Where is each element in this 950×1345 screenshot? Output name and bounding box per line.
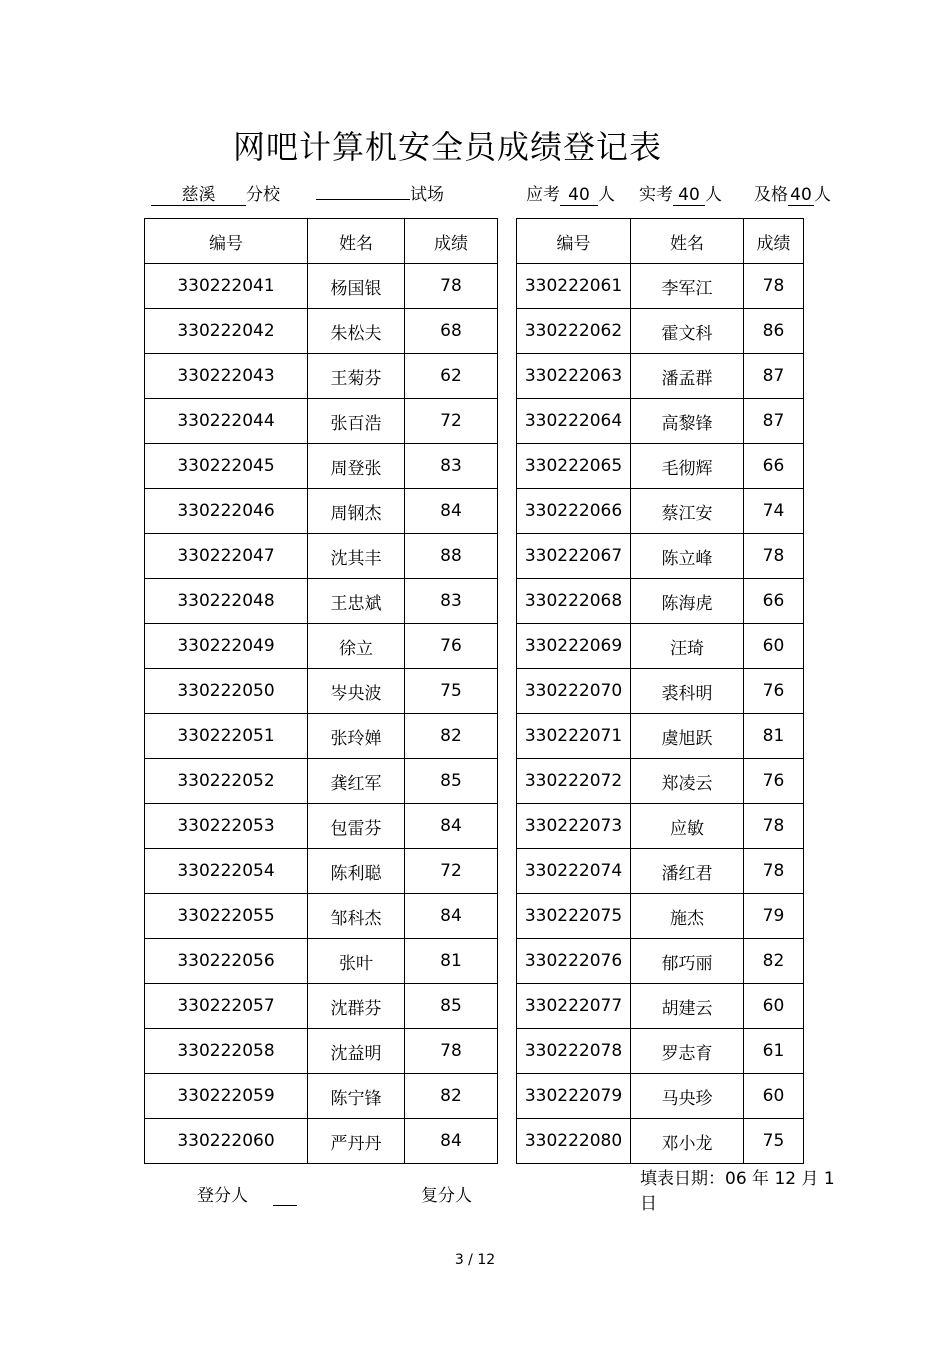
cell-id: 330222079 [517, 1074, 631, 1119]
table-row [145, 534, 498, 579]
cell-id: 330222064 [517, 399, 631, 444]
cell-name: 胡建云 [631, 984, 744, 1029]
table-row [145, 624, 498, 669]
cell-name: 王忠斌 [308, 579, 405, 624]
cell-name: 龚红军 [308, 759, 405, 804]
cell-score: 78 [744, 849, 804, 894]
cell-score: 62 [405, 354, 498, 399]
header-name: 姓名 [631, 219, 744, 264]
cell-id: 330222054 [145, 849, 308, 894]
cell-score: 75 [744, 1119, 804, 1164]
fill-date [640, 1167, 835, 1217]
page-title: 网吧计算机安全员成绩登记表 [232, 128, 662, 166]
cell-id: 330222077 [517, 984, 631, 1029]
cell-id: 330222045 [145, 444, 308, 489]
cell-name: 杨国银 [308, 264, 405, 309]
cell-id: 330222065 [517, 444, 631, 489]
cell-score: 76 [744, 669, 804, 714]
registrar-label: 登分人 [197, 1186, 248, 1206]
actual-label: 实考 [639, 185, 673, 205]
cell-name: 潘孟群 [631, 354, 744, 399]
branch-label: 分校 [246, 185, 280, 205]
header-id: 编号 [145, 219, 308, 264]
cell-score: 72 [405, 849, 498, 894]
cell-id: 330222043 [145, 354, 308, 399]
cell-score: 78 [405, 264, 498, 309]
table-row [517, 984, 804, 1029]
cell-id: 330222048 [145, 579, 308, 624]
cell-id: 330222052 [145, 759, 308, 804]
registrar-blank [273, 1189, 297, 1206]
cell-name: 应敏 [631, 804, 744, 849]
cell-name: 郁巧丽 [631, 939, 744, 984]
cell-name: 邹科杰 [308, 894, 405, 939]
table-row [145, 309, 498, 354]
cell-name: 罗志育 [631, 1029, 744, 1074]
cell-score: 84 [405, 804, 498, 849]
table-row [145, 1029, 498, 1074]
cell-score: 87 [744, 399, 804, 444]
cell-name: 潘红君 [631, 849, 744, 894]
cell-score: 66 [744, 579, 804, 624]
cell-name: 沈群芬 [308, 984, 405, 1029]
cell-name: 马央珍 [631, 1074, 744, 1119]
cell-name: 裘科明 [631, 669, 744, 714]
cell-score: 60 [744, 984, 804, 1029]
reviewer [421, 1181, 472, 1206]
cell-score: 82 [405, 1074, 498, 1119]
table-row [145, 849, 498, 894]
cell-id: 330222062 [517, 309, 631, 354]
header-score: 成绩 [744, 219, 804, 264]
cell-id: 330222056 [145, 939, 308, 984]
cell-score: 74 [744, 489, 804, 534]
table-row [517, 489, 804, 534]
cell-score: 83 [405, 579, 498, 624]
info-pass [754, 180, 831, 206]
cell-id: 330222071 [517, 714, 631, 759]
header-score: 成绩 [405, 219, 498, 264]
table-row [145, 489, 498, 534]
info-actual-take [639, 180, 722, 206]
cell-score: 79 [744, 894, 804, 939]
table-row [517, 714, 804, 759]
cell-name: 李军江 [631, 264, 744, 309]
venue-value [316, 199, 410, 200]
table-row [517, 534, 804, 579]
table-row [517, 894, 804, 939]
actual-value: 40 [673, 185, 705, 206]
table-row [145, 579, 498, 624]
cell-score: 68 [405, 309, 498, 354]
table-row [517, 399, 804, 444]
cell-score: 85 [405, 984, 498, 1029]
cell-score: 76 [744, 759, 804, 804]
table-row [517, 1029, 804, 1074]
cell-name: 王菊芬 [308, 354, 405, 399]
cell-name: 郑凌云 [631, 759, 744, 804]
reviewer-label: 复分人 [421, 1186, 472, 1206]
table-row [145, 804, 498, 849]
cell-id: 330222042 [145, 309, 308, 354]
table-row [517, 1074, 804, 1119]
table-row [517, 804, 804, 849]
table-row [145, 984, 498, 1029]
cell-score: 78 [405, 1029, 498, 1074]
cell-id: 330222057 [145, 984, 308, 1029]
cell-id: 330222051 [145, 714, 308, 759]
cell-name: 汪琦 [631, 624, 744, 669]
header-id: 编号 [517, 219, 631, 264]
table-row [517, 849, 804, 894]
cell-score: 84 [405, 894, 498, 939]
cell-score: 87 [744, 354, 804, 399]
table-row [145, 1074, 498, 1119]
table-row [517, 669, 804, 714]
cell-id: 330222080 [517, 1119, 631, 1164]
cell-name: 朱松夫 [308, 309, 405, 354]
table-row [517, 309, 804, 354]
cell-score: 81 [405, 939, 498, 984]
cell-name: 陈海虎 [631, 579, 744, 624]
cell-id: 330222075 [517, 894, 631, 939]
cell-id: 330222072 [517, 759, 631, 804]
cell-name: 陈立峰 [631, 534, 744, 579]
info-venue [316, 180, 444, 205]
cell-id: 330222041 [145, 264, 308, 309]
cell-score: 66 [744, 444, 804, 489]
table-header-row [145, 219, 498, 264]
cell-score: 60 [744, 1074, 804, 1119]
should-unit: 人 [598, 185, 615, 205]
cell-name: 严丹丹 [308, 1119, 405, 1164]
table-row [517, 264, 804, 309]
cell-score: 78 [744, 264, 804, 309]
pass-value: 40 [788, 185, 814, 206]
cell-score: 82 [405, 714, 498, 759]
cell-name: 张百浩 [308, 399, 405, 444]
score-table-right [516, 218, 804, 1164]
cell-id: 330222074 [517, 849, 631, 894]
table-row [145, 354, 498, 399]
cell-id: 330222059 [145, 1074, 308, 1119]
cell-name: 施杰 [631, 894, 744, 939]
cell-id: 330222076 [517, 939, 631, 984]
cell-id: 330222068 [517, 579, 631, 624]
cell-name: 霍文科 [631, 309, 744, 354]
cell-id: 330222078 [517, 1029, 631, 1074]
cell-name: 张玲婵 [308, 714, 405, 759]
table-row [517, 1119, 804, 1164]
cell-score: 72 [405, 399, 498, 444]
table-row [145, 264, 498, 309]
table-row [145, 1119, 498, 1164]
cell-score: 76 [405, 624, 498, 669]
cell-id: 330222055 [145, 894, 308, 939]
cell-score: 84 [405, 1119, 498, 1164]
cell-score: 78 [744, 804, 804, 849]
cell-name: 蔡江安 [631, 489, 744, 534]
cell-name: 陈宁锋 [308, 1074, 405, 1119]
should-value: 40 [560, 185, 598, 206]
cell-id: 330222070 [517, 669, 631, 714]
cell-score: 81 [744, 714, 804, 759]
cell-name: 张叶 [308, 939, 405, 984]
table-row [517, 444, 804, 489]
cell-id: 330222046 [145, 489, 308, 534]
table-row [145, 894, 498, 939]
cell-score: 60 [744, 624, 804, 669]
table-row [145, 759, 498, 804]
pass-label: 及格 [754, 185, 788, 205]
header-name: 姓名 [308, 219, 405, 264]
score-table-left [144, 218, 498, 1164]
table-row [145, 399, 498, 444]
cell-id: 330222058 [145, 1029, 308, 1074]
table-row [145, 444, 498, 489]
table-row [517, 759, 804, 804]
cell-name: 周登张 [308, 444, 405, 489]
cell-id: 330222060 [145, 1119, 308, 1164]
cell-id: 330222067 [517, 534, 631, 579]
table-row [145, 939, 498, 984]
cell-score: 78 [744, 534, 804, 579]
cell-score: 82 [744, 939, 804, 984]
table-row [517, 939, 804, 984]
cell-score: 88 [405, 534, 498, 579]
cell-score: 75 [405, 669, 498, 714]
cell-name: 沈益明 [308, 1029, 405, 1074]
cell-score: 85 [405, 759, 498, 804]
cell-name: 陈利聪 [308, 849, 405, 894]
cell-id: 330222044 [145, 399, 308, 444]
venue-label: 试场 [410, 185, 444, 205]
page-number: 3 / 12 [454, 1252, 496, 1268]
cell-id: 330222053 [145, 804, 308, 849]
cell-name: 岑央波 [308, 669, 405, 714]
table-row [145, 714, 498, 759]
cell-score: 61 [744, 1029, 804, 1074]
should-label: 应考 [526, 185, 560, 205]
cell-name: 毛彻辉 [631, 444, 744, 489]
cell-id: 330222047 [145, 534, 308, 579]
table-header-row [517, 219, 804, 264]
info-should-take [526, 180, 615, 206]
info-branch [151, 180, 280, 206]
cell-id: 330222063 [517, 354, 631, 399]
table-row [517, 579, 804, 624]
cell-score: 86 [744, 309, 804, 354]
branch-value: 慈溪 [151, 185, 246, 206]
cell-name: 高黎锋 [631, 399, 744, 444]
actual-unit: 人 [705, 185, 722, 205]
registrar [197, 1181, 297, 1206]
table-row [517, 624, 804, 669]
cell-name: 包雷芬 [308, 804, 405, 849]
cell-name: 邓小龙 [631, 1119, 744, 1164]
cell-name: 沈其丰 [308, 534, 405, 579]
cell-id: 330222066 [517, 489, 631, 534]
cell-id: 330222061 [517, 264, 631, 309]
fill-date-line1: 填表日期：06 年 12 月 1 [640, 1169, 835, 1189]
cell-id: 330222049 [145, 624, 308, 669]
table-row [145, 669, 498, 714]
table-row [517, 354, 804, 399]
cell-score: 83 [405, 444, 498, 489]
cell-name: 徐立 [308, 624, 405, 669]
pass-unit: 人 [814, 185, 831, 205]
cell-name: 虞旭跃 [631, 714, 744, 759]
cell-name: 周钢杰 [308, 489, 405, 534]
cell-id: 330222050 [145, 669, 308, 714]
cell-id: 330222069 [517, 624, 631, 669]
fill-date-line2: 日 [640, 1194, 657, 1214]
cell-score: 84 [405, 489, 498, 534]
cell-id: 330222073 [517, 804, 631, 849]
